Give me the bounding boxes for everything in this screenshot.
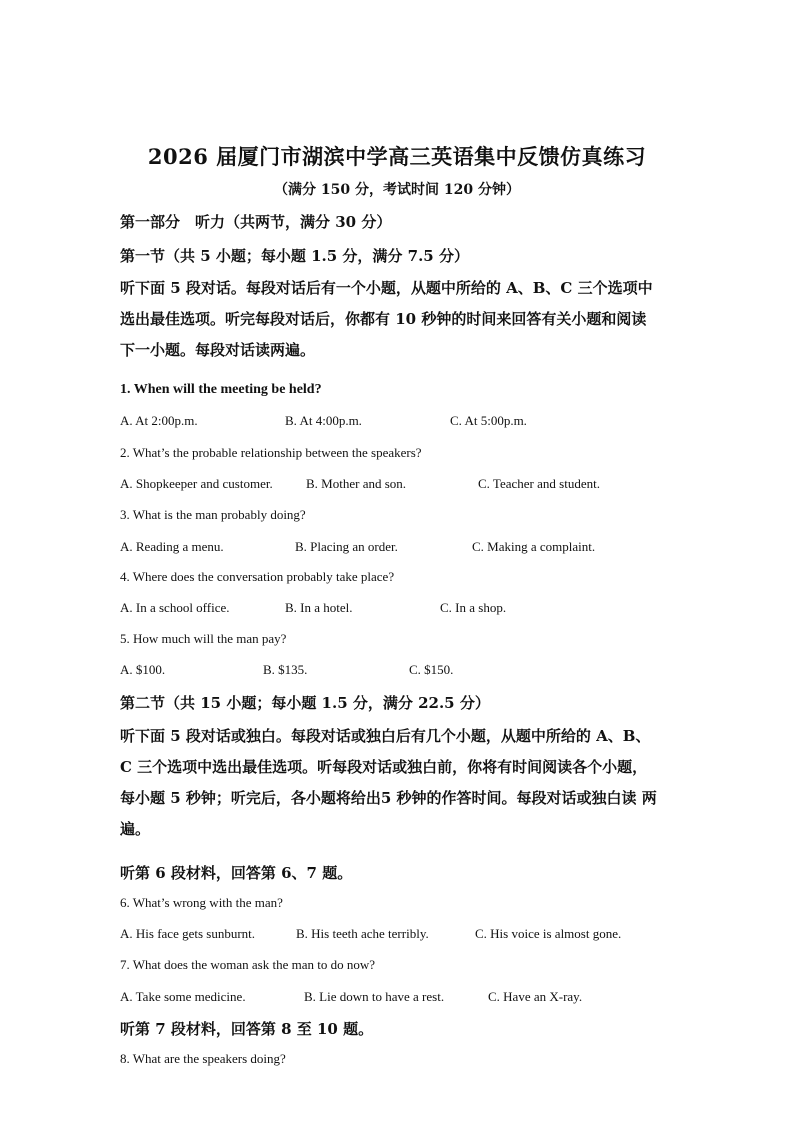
part1-heading: 第一部分 听力（共两节，满分 30 分） <box>120 213 392 231</box>
section2-heading: 第二节（共 15 小题；每小题 1.5 分，满分 22.5 分） <box>120 694 490 712</box>
section2-instruction-line-3: 每小题 5 秒钟；听完后，各小题将给出5 秒钟的作答时间。每段对话或独白读 两 <box>120 789 657 807</box>
question-4-option-c: C. In a shop. <box>440 600 507 615</box>
question-7-option-b: B. Lie down to have a rest. <box>304 989 445 1004</box>
question-3-stem: 3. What is the man probably doing? <box>120 507 306 522</box>
question-7-option-a: A. Take some medicine. <box>120 989 246 1004</box>
question-7-option-c: C. Have an X-ray. <box>488 989 583 1004</box>
question-1-option-a: A. At 2:00p.m. <box>120 413 198 428</box>
question-7-stem: 7. What does the woman ask the man to do now? <box>120 957 376 972</box>
question-4-option-a: A. In a school office. <box>120 600 230 615</box>
page-title: 2026 届厦门市湖滨中学高三英语集中反馈仿真练习 <box>147 144 647 169</box>
question-2-option-a: A. Shopkeeper and customer. <box>120 476 273 491</box>
question-5-option-a: A. $100. <box>120 662 166 677</box>
section2-instruction-line-2: C 三个选项中选出最佳选项。听每段对话或独白前，你将有时间阅读各个小题， <box>120 758 648 776</box>
question-3-option-b: B. Placing an order. <box>295 539 398 554</box>
section2-instruction-line-4: 遍。 <box>120 820 151 838</box>
question-3-option-a: A. Reading a menu. <box>120 539 224 554</box>
question-6-option-c: C. His voice is almost gone. <box>475 926 622 941</box>
question-1-option-b: B. At 4:00p.m. <box>285 413 362 428</box>
question-5-option-b: B. $135. <box>263 662 308 677</box>
section2-instruction-line-1: 听下面 5 段对话或独白。每段对话或独白后有几个小题，从题中所给的 A、B、 <box>120 727 651 745</box>
question-2-option-c: C. Teacher and student. <box>478 476 600 491</box>
question-5-stem: 5. How much will the man pay? <box>120 631 287 646</box>
question-5-option-c: C. $150. <box>409 662 454 677</box>
question-8-stem: 8. What are the speakers doing? <box>120 1051 286 1066</box>
question-2-stem: 2. What’s the probable relationship between the speakers? <box>120 445 422 460</box>
question-6-stem: 6. What’s wrong with the man? <box>120 895 283 910</box>
question-1-stem: 1. When will the meeting be held? <box>120 382 322 397</box>
text7-heading: 听第 7 段材料，回答第 8 至 10 题。 <box>120 1020 374 1038</box>
section1-instruction-line-1: 听下面 5 段对话。每段对话后有一个小题，从题中所给的 A、B、C 三个选项中 <box>120 279 653 297</box>
question-6-option-a: A. His face gets sunburnt. <box>120 926 256 941</box>
question-2-option-b: B. Mother and son. <box>306 476 407 491</box>
text6-heading: 听第 6 段材料，回答第 6、7 题。 <box>120 864 353 882</box>
page-subtitle: （满分 150 分，考试时间 120 分钟） <box>274 182 520 198</box>
question-3-option-c: C. Making a complaint. <box>472 539 596 554</box>
question-1-option-c: C. At 5:00p.m. <box>450 413 527 428</box>
section1-instruction-line-2: 选出最佳选项。听完每段对话后，你都有 10 秒钟的时间来回答有关小题和阅读 <box>120 310 647 328</box>
question-4-option-b: B. In a hotel. <box>285 600 353 615</box>
question-4-stem: 4. Where does the conversation probably take place? <box>120 569 395 584</box>
question-6-option-b: B. His teeth ache terribly. <box>296 926 429 941</box>
section1-heading: 第一节（共 5 小题；每小题 1.5 分，满分 7.5 分） <box>120 247 469 265</box>
section1-instruction-line-3: 下一小题。每段对话读两遍。 <box>120 341 316 359</box>
